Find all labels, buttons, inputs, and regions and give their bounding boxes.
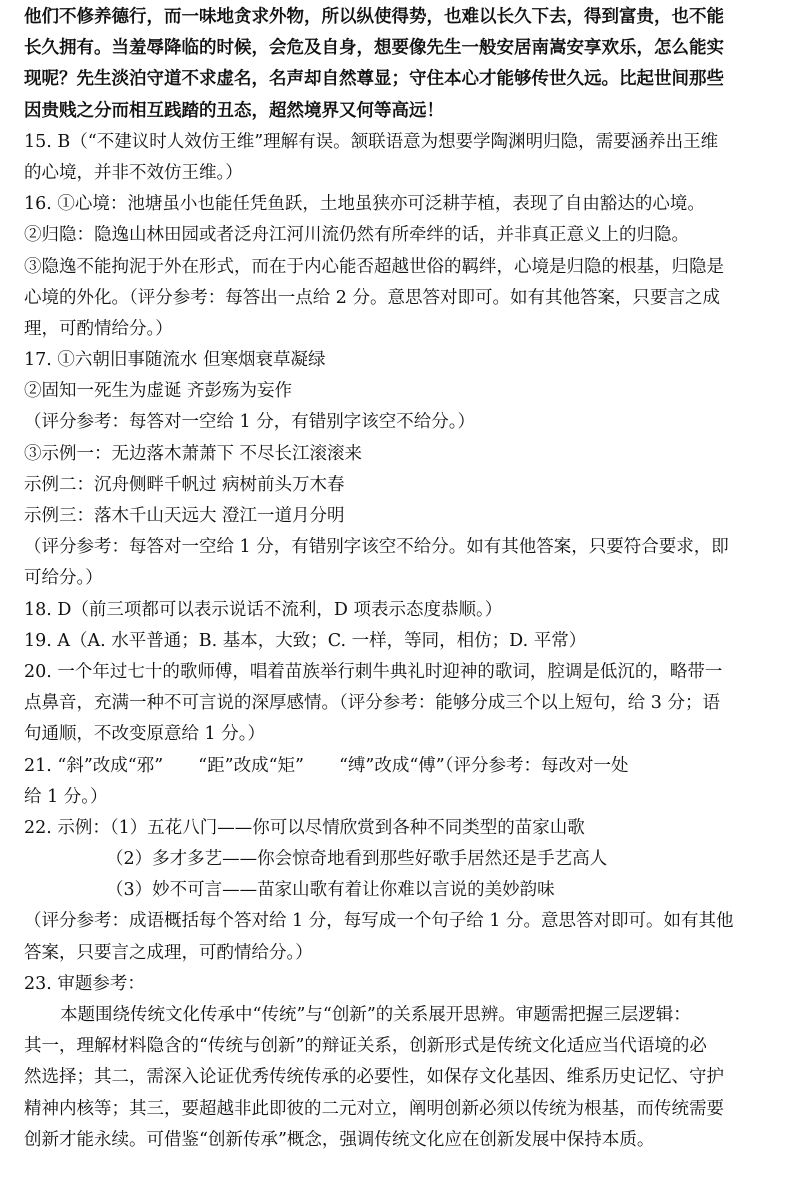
text-line: 17. ①六朝旧事随流水 但寒烟衰草凝绿 <box>24 350 326 371</box>
text-line: （评分参考：每答对一空给 1 分，有错别字该空不给分。） <box>24 412 476 433</box>
text-line: 20. 一个年过七十的歌师傅，唱着苗族举行刺牛典礼时迎神的歌词，腔调是低沉的，略带一 <box>24 661 723 682</box>
text-line: 心境的外化。（评分参考：每答出一点给 2 分。意思答对即可。如有其他答案，只要言之成 <box>24 287 721 308</box>
text-line: 示例三：落木千山天远大 澄江一道月分明 <box>24 506 345 526</box>
text-line: 精神内核等；其三，要超越非此即彼的二元对立，阐明创新必须以传统为根基，而传统需要 <box>24 1098 724 1119</box>
text-line: （评分参考：每答对一空给 1 分，有错别字该空不给分。如有其他答案，只要符合要求，即 <box>24 537 729 558</box>
text-line: 句通顺，不改变原意给 1 分。） <box>24 724 266 745</box>
text-line: 16. ①心境：池塘虽小也能任凭鱼跃，土地虽狭亦可泛耕芋植，表现了自由豁达的心境。 <box>24 194 705 215</box>
text-line: ③隐逸不能拘泥于外在形式，而在于内心能否超越世俗的羁绊，心境是归隐的根基，归隐是 <box>24 256 724 277</box>
text-line: 示例二：沉舟侧畔千帆过 病树前头万木春 <box>24 474 345 495</box>
text-line: 点鼻音，充满一种不可言说的深厚感情。（评分参考：能够分成三个以上短句，给 3 分；语 <box>24 693 721 714</box>
text-line: （2）多才多艺——你会惊奇地看到那些好歌手居然还是手艺高人 <box>106 849 608 870</box>
text-line: 创新才能永续。可借鉴“创新传承”概念，强调传统文化应在创新发展中保持本质。 <box>24 1129 655 1150</box>
text-line: 其一，理解材料隐含的“传统与创新”的辩证关系，创新形式是传统文化适应当代语境的必 <box>24 1036 707 1057</box>
text-line: 15. B（“不建议时人效仿王维”理解有误。颔联语意为想要学陶渊明归隐，需要涵养出王维 <box>24 131 719 152</box>
text-line: 可给分。） <box>24 568 103 589</box>
text-line: 他们不修养德行，而一味地贪求外物，所以纵使得势，也难以长久下去，得到富贵，也不能 <box>24 7 724 27</box>
text-line: 然选择；其二，需深入论证优秀传统传承的必要性，如保存文化基因、维系历史记忆、守护 <box>24 1067 724 1088</box>
text-line: 长久拥有。当羞辱降临的时候，会危及自身，想要像先生一般安居南嵩安享欢乐，怎么能实 <box>24 38 724 59</box>
text-line: （3）妙不可言——苗家山歌有着让你难以言说的美妙韵味 <box>106 880 555 901</box>
text-line: 19. A（A. 水平普通；B. 基本，大致；C. 一样，等同，相仿；D. 平常） <box>24 630 587 651</box>
text-line: 理，可酌情给分。） <box>24 318 173 339</box>
text-line: （评分参考：成语概括每个答对给 1 分，每写成一个句子给 1 分。意思答对即可。如有其他 <box>24 911 734 932</box>
text-line: 22. 示例：（1）五花八门——你可以尽情欣赏到各种不同类型的苗家山歌 <box>24 817 585 838</box>
text-line: 本题围绕传统文化传承中“传统”与“创新”的关系展开思辨。审题需把握三层逻辑： <box>60 1005 691 1025</box>
text-line: ②归隐：隐逸山林田园或者泛舟江河川流仍然有所牵绊的话，并非真正意义上的归隐。 <box>24 225 689 246</box>
text-line: 答案，只要言之成理，可酌情给分。） <box>24 942 313 963</box>
text-line: 18. D（前三项都可以表示说话不流利，D 项表示态度恭顺。） <box>24 599 503 620</box>
text-line: 给 1 分。） <box>24 786 108 807</box>
text-line: 23. 审题参考： <box>24 973 145 994</box>
text-line: 现呢？先生淡泊守道不求虚名，名声却自然尊显；守住本心才能够传世久远。比起世间那些 <box>24 69 724 90</box>
text-line: 的心境，并非不效仿王维。） <box>24 162 243 183</box>
text-line: 因贵贱之分而相互践踏的丑态，超然境界又何等高远！ <box>24 100 444 121</box>
text-line: 21. “斜”改成“邪” “距”改成“矩” “缚”改成“傅”（评分参考：每改对一处 <box>24 755 629 776</box>
text-line: ②固知一死生为虚诞 齐彭殇为妄作 <box>24 381 293 402</box>
text-line: ③示例一：无边落木萧萧下 不尽长江滚滚来 <box>24 443 363 464</box>
